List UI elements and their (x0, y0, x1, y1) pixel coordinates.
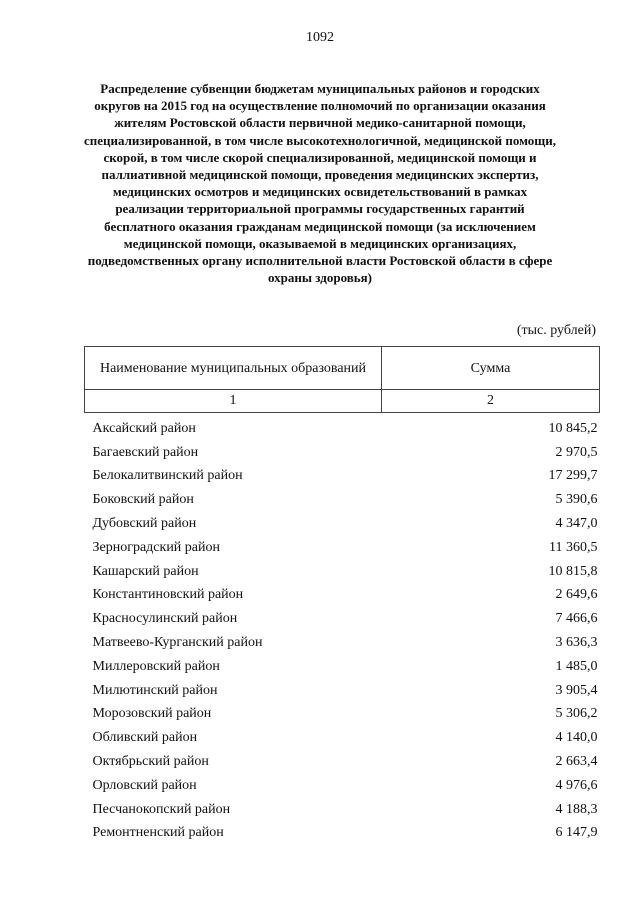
table-row (85, 512, 600, 536)
subvention-amount: 11 360,5 (549, 539, 598, 555)
subvention-amount: 3 905,4 (555, 682, 598, 698)
subvention-amount: 1 485,0 (555, 658, 598, 674)
municipality-name: Морозовский район (92, 706, 212, 722)
table-row (85, 822, 600, 846)
table-row (85, 441, 600, 465)
municipality-name: Багаевский район (92, 444, 199, 460)
subvention-amount: 2 970,5 (555, 444, 598, 460)
column-header-name: Наименование муниципальных образований (85, 347, 382, 390)
municipality-name: Зерноградский район (92, 539, 220, 555)
subvention-amount: 4 140,0 (555, 730, 598, 746)
subvention-amount: 10 815,8 (548, 563, 598, 579)
subvention-amount: 2 649,6 (555, 587, 598, 603)
municipality-name: Матвеево-Курганский район (92, 635, 263, 651)
table-row (85, 607, 600, 631)
municipality-name: Кашарский район (92, 563, 199, 579)
page-number: 1092 (306, 30, 334, 45)
header-row (85, 347, 600, 390)
subvention-amount: 6 147,9 (555, 825, 598, 841)
municipality-name: Ремонтненский район (92, 825, 224, 841)
table-row (85, 655, 600, 679)
subvention-amount: 5 306,2 (555, 706, 598, 722)
subvention-amount: 7 466,6 (555, 611, 598, 627)
document-title: Распределение субвенции бюджетам муниципальных районов и городских округов на 2015 год на осуществление полномочий по организации оказания жителям Ростовской области первичной медико-санитарной помощи, специализированной, в том числе высокотехнологичной, медицинской помощи, скорой, в том числе скорой специализированной, медицинской помощи и паллиативной медицинской помощи, проведения медицинских экспертиз, медицинских осмотров и медицинских освидетельствований в рамках реализации территориальной программы государственных гарантий бесплатного оказания гражданам медицинской помощи (за исключением медицинской помощи, оказываемой в медицинских организациях, подведомственных органу исполнительной власти Ростовской области в сфере охраны здоровья) (83, 81, 557, 286)
municipality-name: Дубовский район (92, 516, 197, 532)
table-row (85, 413, 600, 441)
table-row (85, 679, 600, 703)
municipality-name: Красносулинский район (92, 611, 238, 627)
municipality-name: Песчанокопский район (92, 801, 231, 817)
table-row (85, 726, 600, 750)
table-row (85, 584, 600, 608)
municipality-name: Обливский район (92, 730, 198, 746)
table-row (85, 774, 600, 798)
distribution-table (84, 346, 600, 845)
table-row (85, 465, 600, 489)
municipality-name: Миллеровский район (92, 658, 220, 674)
table-row (85, 488, 600, 512)
subvention-amount: 3 636,3 (555, 635, 598, 651)
subvention-amount: 10 845,2 (548, 420, 598, 436)
subvention-amount: 17 299,7 (548, 468, 598, 484)
subvention-amount: 4 347,0 (555, 516, 598, 532)
municipality-name: Константиновский район (92, 587, 244, 603)
municipality-name: Орловский район (92, 777, 197, 793)
column-number-2: 2 (382, 390, 600, 413)
table-row (85, 631, 600, 655)
municipality-name: Белокалитвинский район (92, 468, 243, 484)
subvention-amount: 2 663,4 (555, 754, 598, 770)
table-body (85, 413, 600, 846)
subvention-amount: 4 188,3 (555, 801, 598, 817)
municipality-name: Аксайский район (92, 420, 196, 436)
table-row (85, 536, 600, 560)
subvention-amount: 4 976,6 (555, 777, 598, 793)
table-header (85, 347, 600, 413)
column-number-1: 1 (85, 390, 382, 413)
municipality-name: Октябрьский район (92, 754, 209, 770)
table-row (85, 750, 600, 774)
units-label: (тыс. рублей) (516, 323, 596, 338)
municipality-name: Милютинский район (92, 682, 218, 698)
table-row (85, 703, 600, 727)
column-header-amount: Сумма (382, 347, 600, 390)
table-row (85, 560, 600, 584)
subvention-amount: 5 390,6 (555, 492, 598, 508)
column-number-row (85, 390, 600, 413)
municipality-name: Боковский район (92, 492, 194, 508)
table-row (85, 798, 600, 822)
